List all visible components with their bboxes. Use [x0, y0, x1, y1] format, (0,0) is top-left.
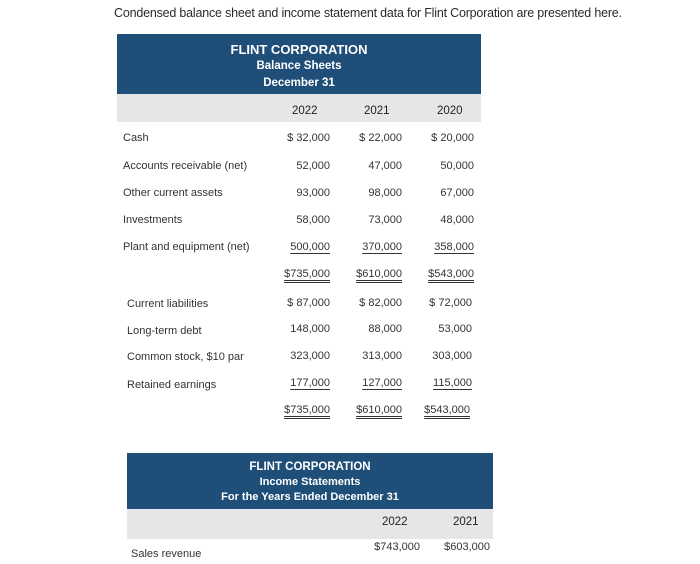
row-value: $ 20,000: [431, 132, 474, 144]
is-title: Income Statements: [259, 476, 361, 488]
row-label: Investments: [123, 214, 183, 226]
row-value: 48,000: [440, 214, 474, 226]
row-value: $ 87,000: [287, 297, 330, 309]
row-value: 93,000: [296, 187, 330, 199]
row-label: Common stock, $10 par: [127, 351, 244, 363]
row-label: Cash: [123, 132, 149, 144]
total-value: $610,000: [356, 268, 402, 280]
row-value: 53,000: [438, 323, 472, 335]
bs-title: Balance Sheets: [256, 60, 342, 72]
row-value: 98,000: [368, 187, 402, 199]
total-value: $735,000: [284, 268, 330, 280]
row-value: 115,000: [433, 377, 472, 389]
row-label: Accounts receivable (net): [123, 160, 248, 172]
is-year-2022: 2022: [382, 516, 408, 528]
is-year-band: [127, 509, 493, 539]
total-value: $543,000: [424, 404, 470, 416]
row-value: 52,000: [296, 160, 330, 172]
is-period: For the Years Ended December 31: [221, 491, 399, 503]
row-label: Sales revenue: [131, 548, 202, 560]
row-value: 127,000: [362, 377, 402, 389]
total-value: $610,000: [356, 404, 402, 416]
row-value: 370,000: [362, 241, 402, 253]
bs-year-2021: 2021: [364, 105, 390, 117]
row-value: 148,000: [290, 323, 330, 335]
total-value: $735,000: [284, 404, 330, 416]
row-value: $ 32,000: [287, 132, 330, 144]
row-value: $ 82,000: [359, 297, 402, 309]
is-company-name: FLINT CORPORATION: [249, 461, 371, 473]
row-value: 358,000: [434, 241, 474, 253]
intro-text: Condensed balance sheet and income statement data for Flint Corporation are presented here.: [114, 6, 622, 20]
row-value: 67,000: [440, 187, 474, 199]
row-value: 303,000: [432, 350, 472, 362]
is-year-2021: 2021: [453, 516, 479, 528]
row-label: Current liabilities: [127, 298, 209, 310]
row-value: 58,000: [296, 214, 330, 226]
row-value: $ 72,000: [429, 297, 472, 309]
bs-year-2022: 2022: [292, 105, 318, 117]
row-value: 88,000: [368, 323, 402, 335]
bs-date: December 31: [263, 77, 335, 89]
row-value: 177,000: [290, 377, 330, 389]
row-label: Plant and equipment (net): [123, 241, 250, 253]
row-label: Retained earnings: [127, 379, 217, 391]
bs-year-2020: 2020: [437, 105, 463, 117]
row-value: 50,000: [440, 160, 474, 172]
row-value: $603,000: [444, 541, 490, 553]
row-label: Long-term debt: [127, 325, 202, 337]
balance-sheet-header: [117, 34, 481, 94]
income-statement-header: [127, 453, 493, 509]
row-value: 313,000: [362, 350, 402, 362]
total-value: $543,000: [428, 268, 474, 280]
row-value: 500,000: [290, 241, 330, 253]
row-value: 323,000: [290, 350, 330, 362]
row-value: $743,000: [374, 541, 420, 553]
row-label: Other current assets: [123, 187, 223, 199]
row-value: 47,000: [368, 160, 402, 172]
bs-company-name: FLINT CORPORATION: [230, 42, 368, 57]
row-value: 73,000: [368, 214, 402, 226]
row-value: $ 22,000: [359, 132, 402, 144]
